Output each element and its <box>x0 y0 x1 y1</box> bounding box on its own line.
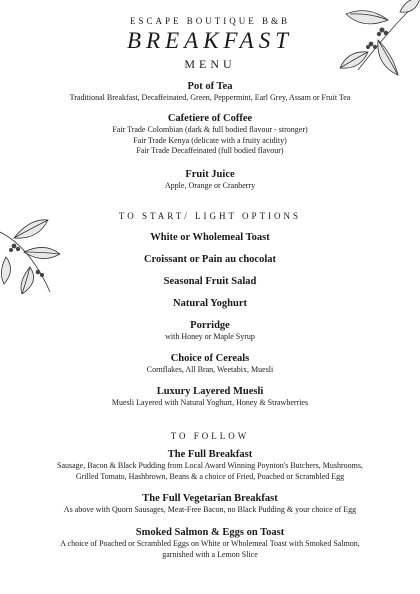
menu-item-vegetarian-breakfast <box>0 492 420 516</box>
item-name: Pot of Tea <box>187 81 233 92</box>
item-desc: Muesli Layered with Natural Yoghurt, Honey & Strawberries <box>111 398 309 407</box>
item-desc: Cornflakes, All Bran, Weetabix, Muesli <box>146 365 274 374</box>
section-heading-start: TO START/ LIGHT OPTIONS <box>118 211 302 221</box>
item-name: The Full Breakfast <box>167 449 253 460</box>
item-desc: Fair Trade Colombian (dark & full bodied flavour - stronger) <box>112 125 308 134</box>
menu-item-cafetiere-coffee <box>0 112 420 157</box>
item-desc: Fair Trade Decaffeinated (full bodied flavour) <box>136 146 284 155</box>
item-name: Seasonal Fruit Salad <box>163 276 257 287</box>
item-name: Croissant or Pain au chocolat <box>143 254 277 265</box>
item-name: Fruit Juice <box>185 169 235 180</box>
item-name: White or Wholemeal Toast <box>150 232 270 243</box>
item-desc: As above with Quorn Sausages, Meat-Free Bacon, no Black Pudding & your choice of Egg <box>63 505 357 514</box>
item-desc: with Honey or Maple Syrup <box>165 332 255 341</box>
menu-item-fruit-salad <box>0 275 420 288</box>
item-desc: Sausage, Bacon & Black Pudding from Local Award Winning Poynton's Butchers, Mushrooms, <box>57 461 363 470</box>
page-subtitle: MENU <box>184 57 236 71</box>
item-name: Cafetiere of Coffee <box>167 113 253 124</box>
item-desc: garnished with a Lemon Slice <box>162 549 258 559</box>
brand-name: ESCAPE BOUTIQUE B&B <box>129 16 290 26</box>
menu-item-porridge <box>0 319 420 343</box>
item-desc: A choice of Poached or Scrambled Eggs on White or Wholemeal Toast with Smoked Salmon, <box>60 539 360 548</box>
menu-item-smoked-salmon <box>0 526 420 560</box>
menu-item-fruit-juice <box>0 168 420 192</box>
menu-item-croissant <box>0 253 420 266</box>
item-name: Smoked Salmon & Eggs on Toast <box>135 527 285 538</box>
item-desc: Apple, Orange or Cranberry <box>164 181 256 190</box>
section-heading-follow: TO FOLLOW <box>170 431 250 441</box>
item-name: Luxury Layered Muesli <box>156 386 264 397</box>
item-name: Natural Yoghurt <box>173 298 247 309</box>
item-desc: Traditional Breakfast, Decaffeinated, Green, Peppermint, Earl Grey, Assam or Fruit Tea <box>69 93 351 102</box>
menu-item-yoghurt <box>0 297 420 310</box>
item-name: Choice of Cereals <box>170 353 250 364</box>
menu-item-cereals <box>0 352 420 376</box>
menu-item-pot-of-tea <box>0 80 420 104</box>
item-name: Porridge <box>190 320 230 331</box>
item-desc: Grilled Tomato, Hashbrown, Beans & a choice of Fried, Poached or Scrambled Egg <box>75 471 345 481</box>
item-name: The Full Vegetarian Breakfast <box>142 493 278 504</box>
menu-item-full-breakfast <box>0 448 420 482</box>
page-title: BREAKFAST <box>127 28 293 53</box>
menu-item-toast <box>0 231 420 244</box>
item-desc: Fair Trade Kenya (delicate with a fruity acidity) <box>133 135 287 145</box>
menu-item-layered-muesli <box>0 385 420 409</box>
